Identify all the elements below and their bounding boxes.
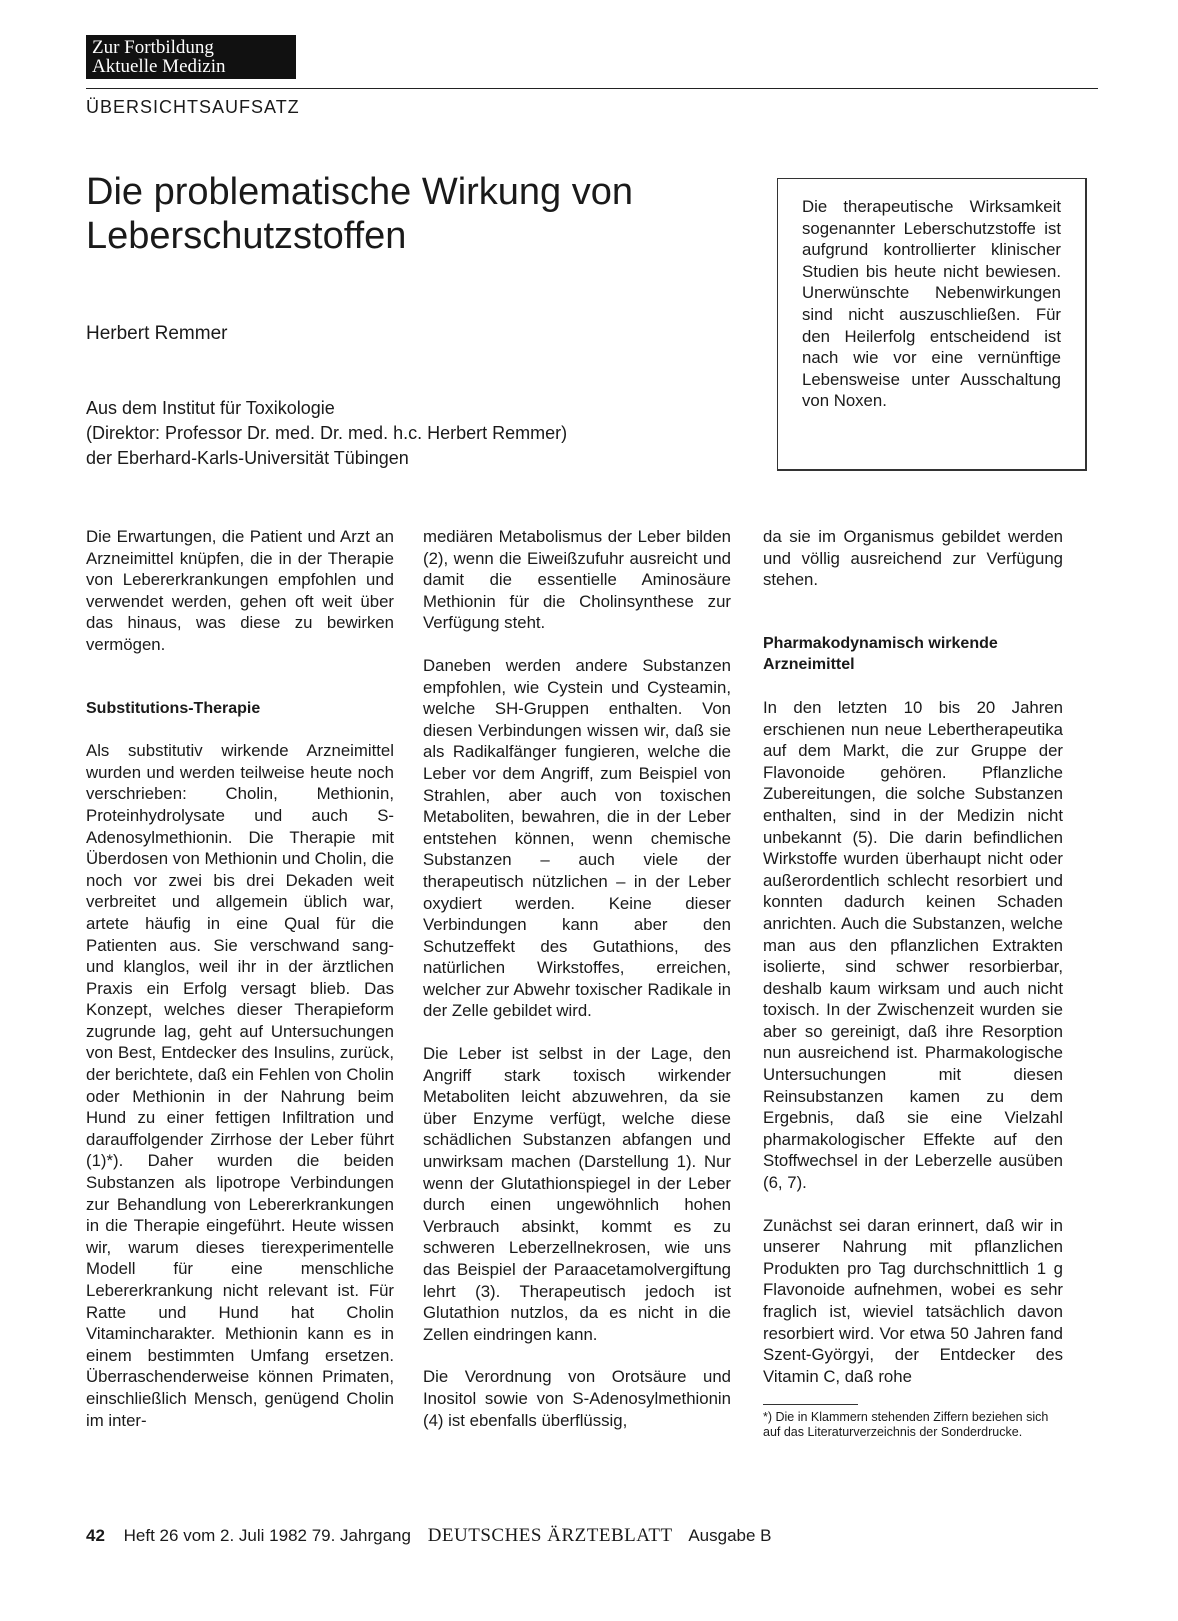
paragraph: Die Leber ist selbst in der Lage, den Angriff stark toxisch wirkender Metaboliten leicht abzuwehren, da sie über Enzyme verfügt, welche diese schädlichen Substanzen abfangen und unwirksam machen (Darstellung 1). Nur wenn der Glutathionspiegel in der Leber durch einen ungewöhnlich hohen Verbrauch absinkt, kommt es zu schweren Leberzellnekrosen, wie uns das Beispiel der Paraacetamolvergiftung lehrt (3). Therapeutisch jedoch ist Glutathion nutzlos, da es nicht in die Zellen eindringen kann. (423, 1044, 731, 1344)
article-kicker: ÜBERSICHTSAUFSATZ (86, 97, 300, 117)
article-title: Die problematische Wirkung von Leberschutzstoffen (86, 171, 634, 257)
paragraph: Als substitutiv wirkende Arzneimittel wurden und werden teilweise heute noch verschrieben: Cholin, Methionin, Proteinhydrolysate und auch S-Adenosylmethionin. Die Therapie mit Überdosen von Methionin und Cholin, die noch vor zwei bis drei Dekaden weit verbreitet und allgemein üblich war, artete häufig in eine Qual für die Patienten aus. Sie verschwand sang- und klanglos, weil ihr in der ärztlichen Praxis ein Erfolg versagt blieb. Das Konzept, welches dieser Therapieform zugrunde lag, geht auf Untersuchungen von Best, Entdecker des Insulins, zurück, der berichtete, daß ein Fehlen von Cholin oder Methionin in der Nahrung beim Hund zu einer fettigen Infiltration und darauffolgender Zirrhose der Leber führt (1)*). Daher wurden die beiden Substanzen als lipotrope Verbindungen zur Behandlung von Lebererkrankungen in die Therapie eingeführt. Heute wissen wir, warum dieses tierexperimentelle Modell für eine menschliche Lebererkrankung nicht relevant ist. Für Ratte und Hund hat Cholin Vitamincharakter. Methionin kann es in einem bestimmten Umfang ersetzen. Überraschenderweise können Primaten, einschließlich Mensch, genügend Cholin im inter- (86, 741, 394, 1430)
footnote: *) Die in Klammern stehenden Ziffern beziehen sich auf das Literaturverzeichnis der Sonderdrucke. (763, 1410, 1049, 1439)
footnote-rule (763, 1404, 858, 1405)
paragraph: Daneben werden andere Substanzen empfohlen, wie Cystein und Cysteamin, welche SH-Gruppen enthalten. Von diesen Verbindungen wissen wir, daß sie als Radikalfänger fungieren, welche die Leber vor dem Angriff, zum Beispiel von Strahlen, aber auch von toxischen Metaboliten, bewahren, die in der Leber entstehen können, wenn chemische Substanzen – auch viele der therapeutisch nützlichen – in der Leber oxydiert werden. Keine dieser Verbindungen kann aber den Schutzeffekt des Gutathions, des natürlichen Wirkstoffes, erreichen, welcher zur Abwehr toxischer Radikale in der Zelle gebildet wird. (423, 655, 731, 1021)
paragraph: Zunächst sei daran erinnert, daß wir in unserer Nahrung mit pflanzlichen Produkten pro Tag durchschnittlich 1 g Flavonoide aufnehmen, wobei es sehr fraglich ist, wieviel tatsächlich davon resorbiert wird. Vor etwa 50 Jahren fand Szent-Györgyi, der Entdecker des Vitamin C, daß rohe (763, 1215, 1063, 1386)
section-tag-line-2: Aktuelle Medizin (92, 56, 226, 77)
abstract-box: Die therapeutische Wirksamkeit sogenannter Leberschutzstoffe ist aufgrund kontrollierter klinischer Studien bis heute nicht bewiesen. Unerwünschte Nebenwirkungen sind nicht auszuschließen. Für den Heilerfolg entscheidend ist nach wie vor eine vernünftige Lebensweise unter Ausschaltung von Noxen. (777, 178, 1087, 471)
affiliation-line-3: der Eberhard-Karls-Universität Tübingen (86, 448, 409, 468)
affiliation-line-2: (Direktor: Professor Dr. med. Dr. med. h.c. Herbert Remmer) (86, 423, 568, 443)
paragraph: da sie im Organismus gebildet werden und völlig ausreichend zur Verfügung stehen. (763, 527, 1063, 590)
edition-label: Ausgabe B (688, 1526, 772, 1545)
body-column-2 (423, 526, 731, 1452)
article-affiliation (86, 396, 567, 471)
header-rule (86, 88, 1098, 89)
paragraph: Die Verordnung von Orotsäure und Inositol sowie von S-Adenosylmethionin (4) ist ebenfalls überflüssig, (423, 1367, 731, 1430)
journal-name: DEUTSCHES ÄRZTEBLATT (427, 1525, 673, 1546)
page-footer (86, 1525, 772, 1547)
paragraph: Die Erwartungen, die Patient und Arzt an Arzneimittel knüpfen, die in der Therapie von Lebererkrankungen empfohlen und verwendet werden, gehen oft weit über das hinaus, was diese zu bewirken vermögen. (86, 527, 394, 654)
body-column-1 (86, 526, 394, 1452)
section-heading: Pharmakodynamisch wirkende Arzneimittel (763, 634, 998, 674)
body-column-3 (763, 526, 1063, 1408)
section-tag (86, 35, 296, 79)
paragraph: mediären Metabolismus der Leber bilden (2), wenn die Eiweißzufuhr ausreicht und damit die essentielle Aminosäure Methionin für die Cholinsynthese zur Verfügung steht. (423, 527, 731, 633)
page-number: 42 (86, 1526, 105, 1545)
article-author: Herbert Remmer (86, 323, 228, 344)
issue-info: Heft 26 vom 2. Juli 1982 79. Jahrgang (123, 1526, 411, 1545)
section-heading: Substitutions-Therapie (86, 699, 261, 717)
paragraph: In den letzten 10 bis 20 Jahren erschienen nun neue Lebertherapeutika auf dem Markt, die zur Gruppe der Flavonoide gehören. Pflanzliche Zubereitungen, die solche Substanzen enthalten, sind in der Medizin nicht unbekannt (5). Die darin befindlichen Wirkstoffe wurden überhaupt nicht oder außerordentlich schlecht resorbiert und konnten dadurch keinen Schaden anrichten. Auch die Substanzen, welche man aus den pflanzlichen Extrakten isolierte, sind schwer resorbierbar, deshalb kaum wirksam und auch nicht toxisch. In der Zwischenzeit wurden sie aber so gereinigt, daß ihre Resorption nun ausreichend ist. Pharmakologische Untersuchungen mit diesen Reinsubstanzen kamen zu dem Ergebnis, daß sie eine Vielzahl pharmakologischer Effekte auf den Stoffwechsel in der Leberzelle ausüben (6, 7). (763, 697, 1063, 1193)
section-tag-line-1: Zur Fortbildung (92, 37, 214, 58)
affiliation-line-1: Aus dem Institut für Toxikologie (86, 398, 335, 418)
